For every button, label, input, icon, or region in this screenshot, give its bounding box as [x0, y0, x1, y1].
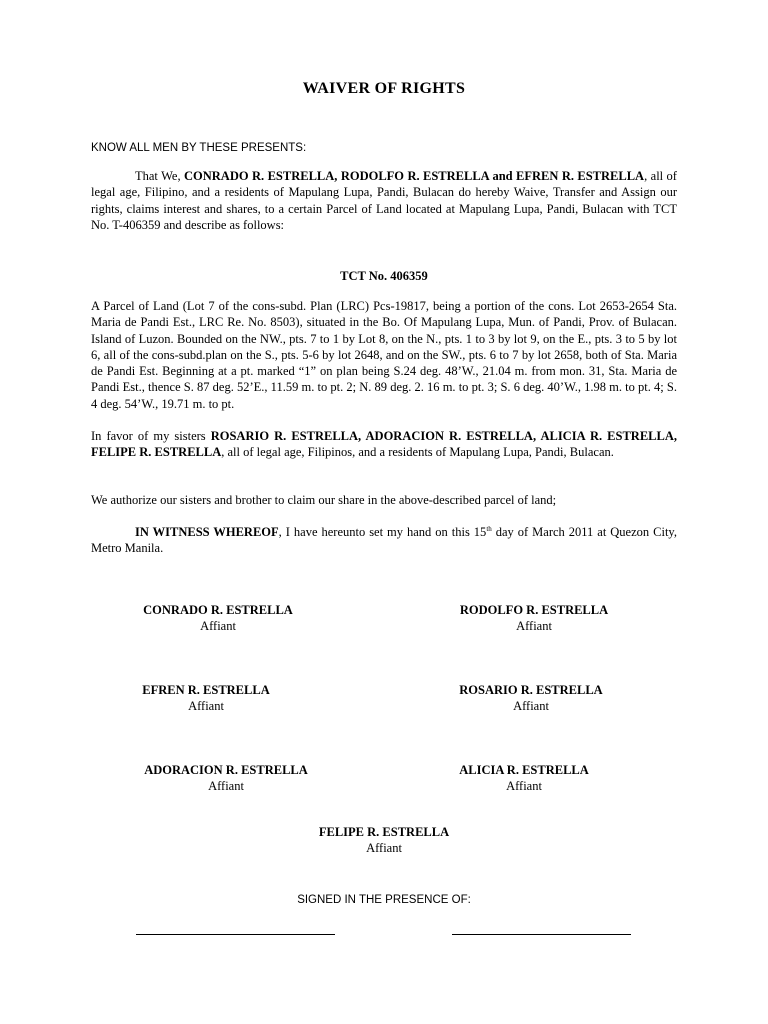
signatory-name: EFREN R. ESTRELLA: [142, 683, 270, 697]
signature-block: [96, 762, 356, 794]
salutation: KNOW ALL MEN BY THESE PRESENTS:: [91, 142, 307, 154]
signature-block: [254, 824, 514, 856]
signatory-name: ROSARIO R. ESTRELLA: [459, 683, 603, 697]
authorization-paragraph: We authorize our sisters and brother to claim our share in the above-described parcel of land;: [91, 493, 557, 507]
tct-heading-text: TCT No. 406359: [340, 269, 428, 283]
document-title: WAIVER OF RIGHTS: [302, 80, 466, 97]
signatory-name: ADORACION R. ESTRELLA: [144, 763, 308, 777]
signatory-role: Affiant: [208, 779, 244, 793]
favor-prefix: In favor of my sisters: [91, 429, 211, 443]
witness-text-after: day of March 2011 at Quezon City, Metro Manila.: [91, 525, 677, 556]
tct-heading: [91, 268, 677, 284]
intro-paragraph: [91, 168, 677, 233]
signature-block: [76, 682, 336, 714]
signature-block: [88, 602, 348, 634]
signature-block: [404, 602, 664, 634]
intro-names: CONRADO R. ESTRELLA, RODOLFO R. ESTRELLA and EFREN R. ESTRELLA: [184, 169, 645, 183]
signature-block: [394, 762, 654, 794]
presence-heading: SIGNED IN THE PRESENCE OF:: [297, 894, 471, 906]
signature-block: [401, 682, 661, 714]
intro-prefix: That We,: [135, 169, 184, 183]
signatory-name: CONRADO R. ESTRELLA: [143, 603, 293, 617]
witness-signature-line: [452, 934, 631, 935]
witness-paragraph: [91, 524, 677, 557]
signatory-role: Affiant: [366, 841, 402, 855]
signatory-role: Affiant: [513, 699, 549, 713]
intro-body: , all of legal age, Filipino, and a residents of Mapulang Lupa, Pandi, Bulacan do hereby Waive, Transfer and Assign our rights, claims interest and shares, to a certain Parcel of Land located at Mapulang Lupa, Pandi, Bulacan with TCT No. T-406359 and describe as follows:: [91, 169, 677, 232]
signatory-name: FELIPE R. ESTRELLA: [318, 825, 450, 839]
favor-body: , all of legal age, Filipinos, and a residents of Mapulang Lupa, Pandi, Bulacan.: [221, 445, 614, 460]
parcel-description: A Parcel of Land (Lot 7 of the cons-subd. Plan (LRC) Pcs-19817, being a portion of the cons. Lot 2653-2654 Sta. Maria de Pandi Est., LRC Re. No. 8503), situated in the Bo. Of Mapulang Lupa, Mun. of Pandi, Prov. of Bulacan. Island of Luzon. Bounded on the NW., pts. 7 to 1 by Lot 8, on the N., pts. 1 to 3 by lot 9, on the E., pts. 3 to 5 by lot 6, all of the cons-subd.plan on the S., pts. 5-6 by lot 2648, and on the SW., pts. 6 to 7 by lot 2658, both of Sta. Maria de Pandi Est. Beginning at a pt. marked “1” on plan being S.24 deg. 48’W., 21.04 m. from mon. 31, Sta. Maria de Pandi Est., thence S. 87 deg. 52’E., 11.59 m. to pt. 2; N. 89 deg. 2. 16 m. to pt. 3; S. 6 deg. 40’W., 1.98 m. to pt. 4; S. 4 deg. 54’W., 19.71 m. to pt.: [91, 299, 677, 411]
witness-signature-line: [136, 934, 335, 935]
favor-names: ROSARIO R. ESTRELLA, ADORACION R. ESTRELLA, ALICIA R. ESTRELLA, FELIPE R. ESTRELLA: [91, 429, 677, 460]
signatory-role: Affiant: [506, 779, 542, 793]
witness-text-before: , I have hereunto set my hand on this 15: [278, 525, 487, 539]
signatory-role: Affiant: [516, 619, 552, 633]
favor-paragraph: [91, 428, 677, 461]
witness-sup: th: [486, 524, 492, 533]
signatory-role: Affiant: [200, 619, 236, 633]
signatory-name: ALICIA R. ESTRELLA: [459, 763, 589, 777]
signatory-role: Affiant: [188, 699, 224, 713]
witness-lead: IN WITNESS WHEREOF: [135, 525, 279, 539]
signatory-name: RODOLFO R. ESTRELLA: [459, 603, 609, 617]
